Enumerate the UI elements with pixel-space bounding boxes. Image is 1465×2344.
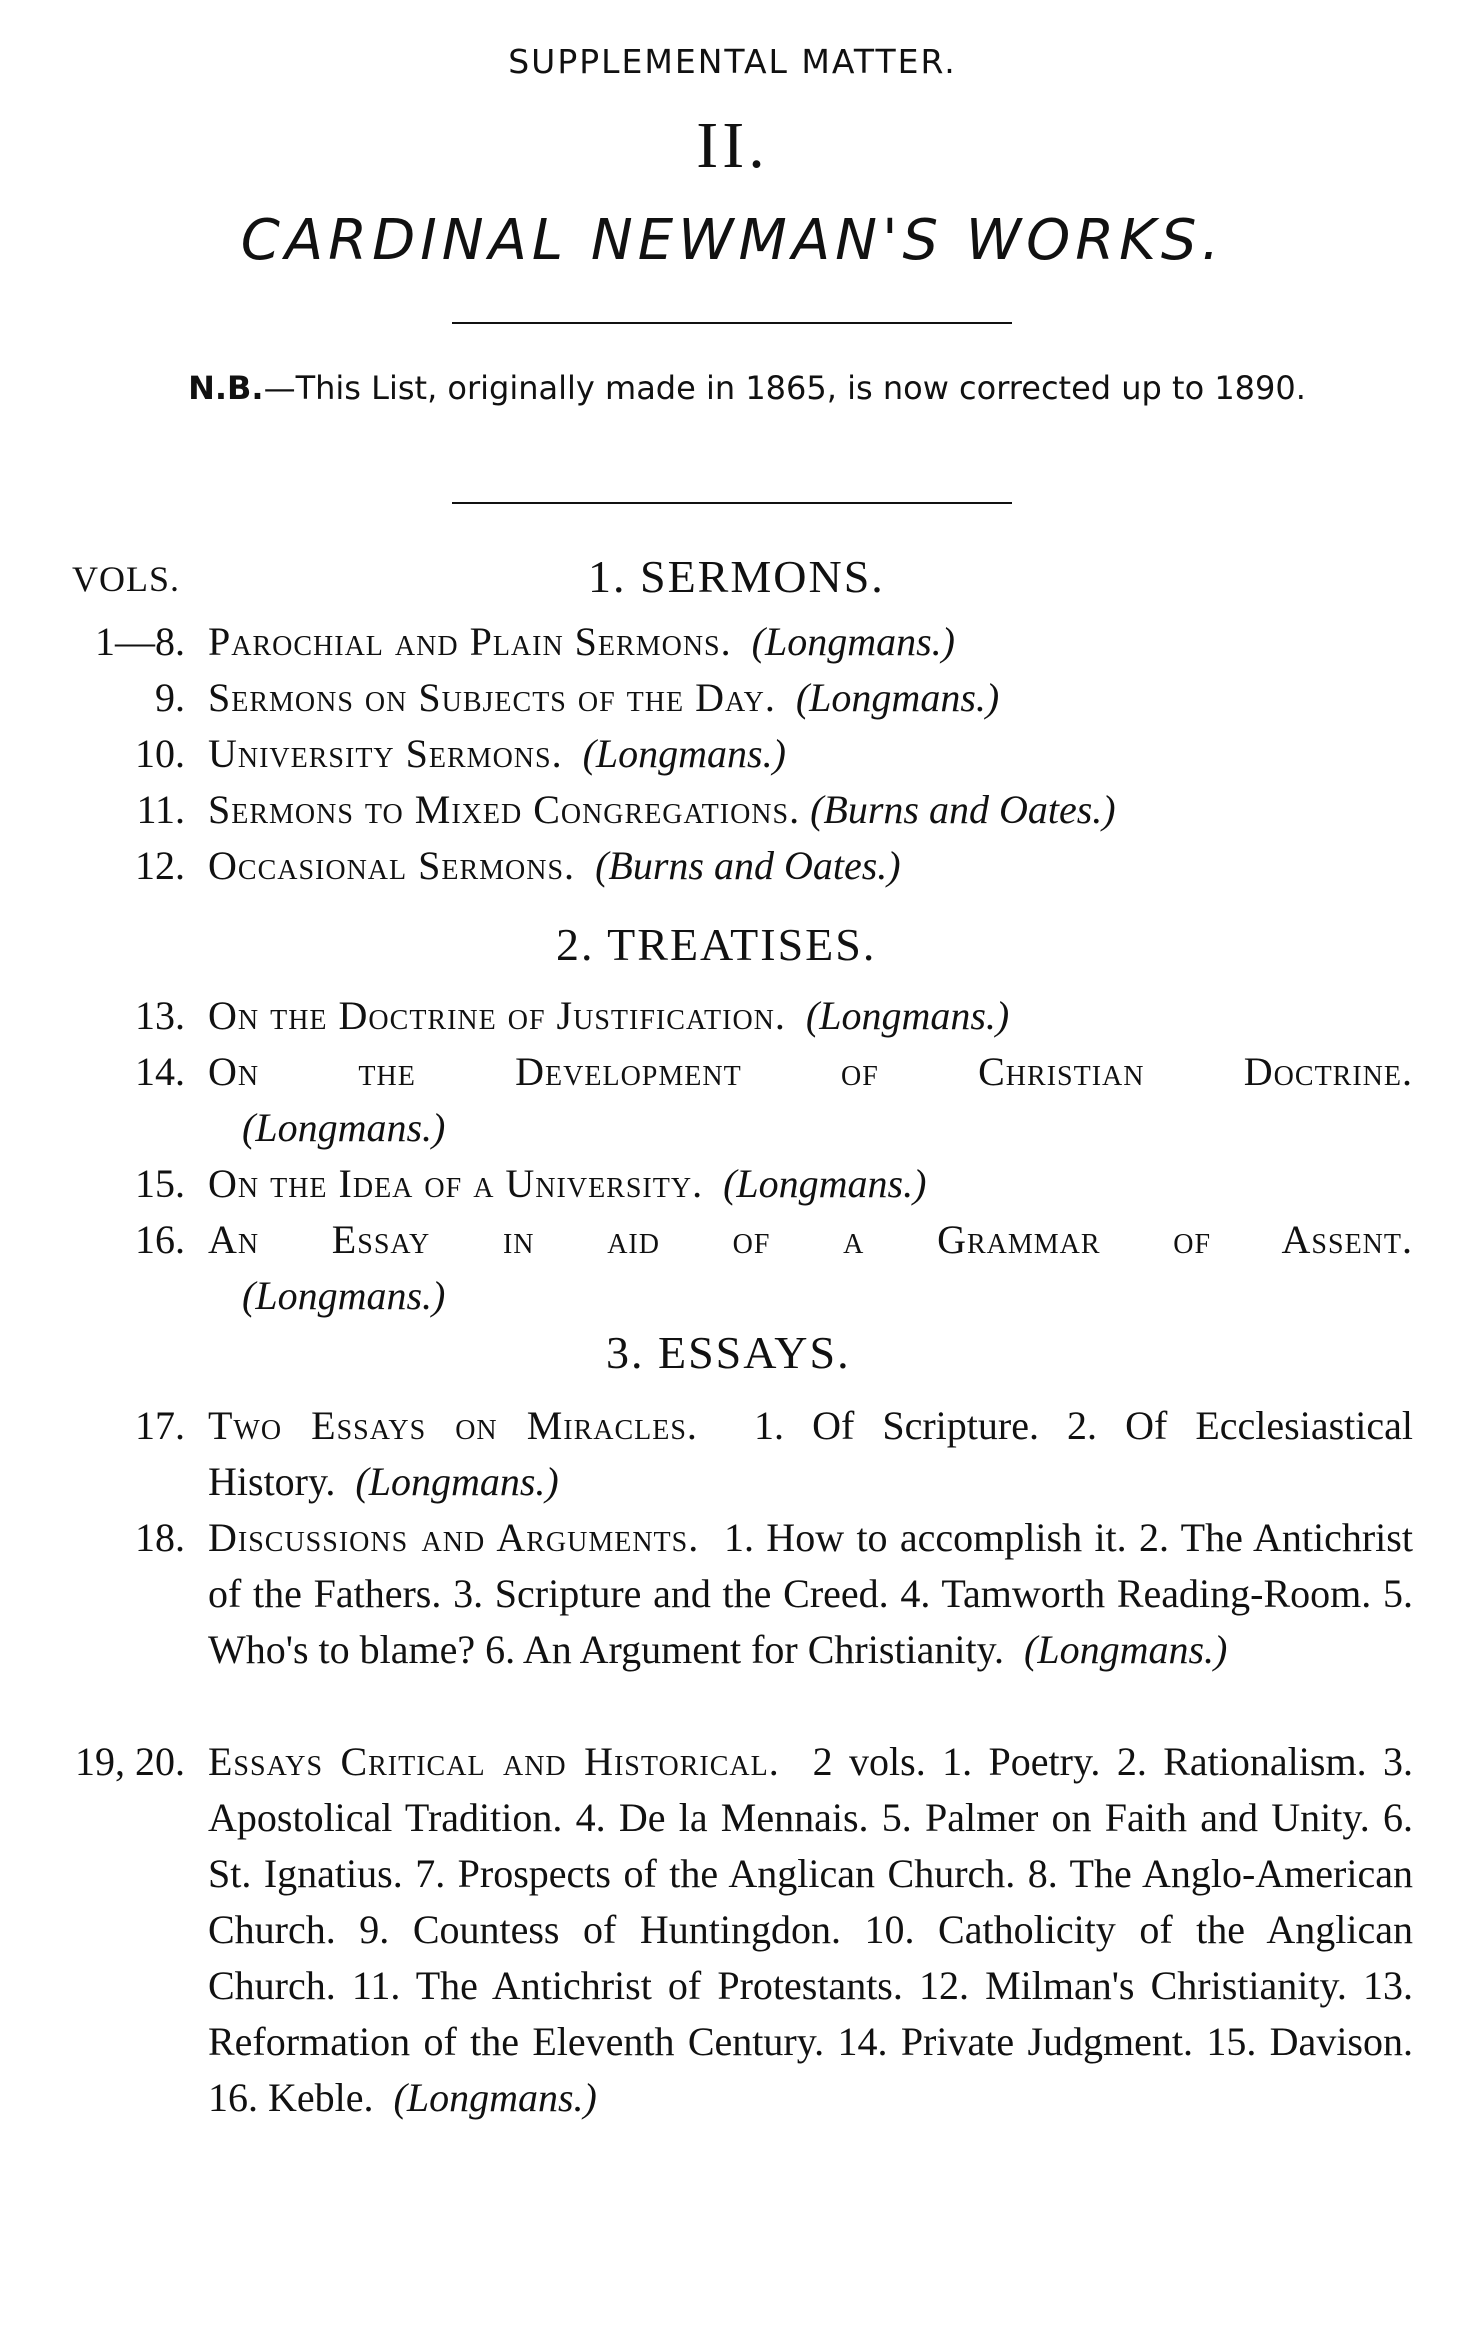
- entry-body: [208, 614, 1413, 670]
- entry-body: [174, 1510, 1413, 1678]
- entry-title: Sermons on Subjects of the Day.: [208, 675, 776, 720]
- entry-title: Sermons to Mixed Congregations.: [208, 787, 801, 832]
- entry-volume-number: 17.: [135, 1403, 185, 1448]
- entry-publisher: (Longmans.): [795, 675, 1000, 720]
- entry-body: [208, 988, 1413, 1044]
- entry-body: [208, 782, 1413, 838]
- section-title-treatises: 2. TREATISES.: [556, 919, 877, 970]
- entry-title: On the Idea of a University.: [208, 1161, 704, 1206]
- entry-title: On the Development of Christian Doctrine.: [208, 1049, 1413, 1094]
- entry-title: An Essay in aid of a Grammar of Assent.: [208, 1217, 1413, 1262]
- entry-body: [208, 726, 1413, 782]
- entry-contents: 2 vols. 1. Poetry. 2. Rationalism. 3. Apostolical Tradition. 4. De la Mennais. 5. Palmer on Faith and Unity. 6. St. Ignatius. 7. Prospects of the Anglican Church. 8. The Anglo-American Church. 9. Countess of Huntingdon. 10. Catholicity of the Anglican Church. 11. The Antichrist of Protestants. 12. Milman's Christianity. 13. Reformation of the Eleventh Century. 14. Private Judgment. 15. Davison. 16. Keble.: [208, 1739, 1414, 2120]
- divider-rule-bottom: [452, 502, 1012, 504]
- entry-publisher: (Longmans.): [723, 1161, 927, 1206]
- entry-volume-number: 1—8.: [95, 619, 185, 664]
- entry-volume-number: 14.: [135, 1049, 185, 1094]
- vols-column-label: VOLS.: [72, 559, 181, 599]
- entry-title: Essays Critical and Historical.: [208, 1739, 780, 1784]
- section-heading-essays: [0, 1326, 1465, 1386]
- entry-volume-number: 15.: [135, 1161, 185, 1206]
- entry-publisher: (Longmans.): [355, 1459, 559, 1504]
- entry-body: [208, 1156, 1413, 1212]
- entry-contents: 1. How to accomplish it. 2. The Antichrist of the Fathers. 3. Scripture and the Creed. 4. Tamworth Reading-Room. 5. Who's to blame? 6. An Argument for Christianity.: [208, 1515, 1413, 1672]
- entry-body: [208, 1044, 1413, 1100]
- entry-volume-number: 13.: [135, 993, 185, 1038]
- entry-publisher: (Longmans.): [1024, 1627, 1228, 1672]
- section-heading-treatises: [0, 918, 1465, 978]
- entry-contents: 1. Of Scripture. 2. Of Ecclesiastical History.: [208, 1403, 1413, 1504]
- entry-volume-number: 9.: [155, 675, 185, 720]
- entry-volume-number: 19, 20.: [75, 1739, 185, 1784]
- section-title-sermons: 1. SERMONS.: [588, 551, 885, 602]
- entry-body-continuation: [208, 1100, 1413, 1156]
- section-title-essays: 3. ESSAYS.: [606, 1327, 851, 1378]
- entry-volume-number: 12.: [135, 843, 185, 888]
- entry-publisher: (Longmans.): [242, 1105, 446, 1150]
- entry-publisher: (Burns and Oates.): [810, 787, 1116, 832]
- entry-publisher: (Longmans.): [393, 2075, 597, 2120]
- entry-volume-number: 10.: [135, 731, 185, 776]
- entry-body: [174, 1734, 1413, 2126]
- entry-volume-number: 16.: [135, 1217, 185, 1262]
- divider-rule-top: [452, 322, 1012, 324]
- entry-body: [208, 670, 1413, 726]
- section-heading-sermons: [0, 550, 1465, 610]
- entry-body-continuation: [208, 1268, 1413, 1324]
- entry-title: University Sermons.: [208, 731, 563, 776]
- page-title: CARDINAL NEWMAN'S WORKS.: [240, 208, 1225, 273]
- entry-volume-number: 11.: [136, 787, 185, 832]
- entry-publisher: (Longmans.): [751, 619, 955, 664]
- part-numeral: II.: [696, 109, 769, 182]
- entry-publisher: (Longmans.): [242, 1273, 446, 1318]
- entry-body: [174, 1398, 1413, 1510]
- entry-publisher: (Burns and Oates.): [595, 843, 901, 888]
- entry-title: Discussions and Arguments.: [208, 1515, 700, 1560]
- entry-body: [208, 838, 1413, 894]
- entry-publisher: (Longmans.): [805, 993, 1010, 1038]
- note-paragraph: [72, 362, 1422, 414]
- entry-body: [208, 1212, 1413, 1268]
- entry-publisher: (Longmans.): [582, 731, 786, 776]
- entry-title: Occasional Sermons.: [208, 843, 576, 888]
- entry-title: Two Essays on Miracles.: [208, 1403, 698, 1448]
- note-text: —This List, originally made in 1865, is now corrected up to 1890.: [263, 369, 1306, 407]
- running-head: SUPPLEMENTAL MATTER.: [508, 42, 957, 81]
- note-label: N.B.: [188, 369, 264, 407]
- entry-title: On the Doctrine of Justification.: [208, 993, 786, 1038]
- entry-title: Parochial and Plain Sermons.: [208, 619, 732, 664]
- entry-volume-number: 18.: [135, 1515, 185, 1560]
